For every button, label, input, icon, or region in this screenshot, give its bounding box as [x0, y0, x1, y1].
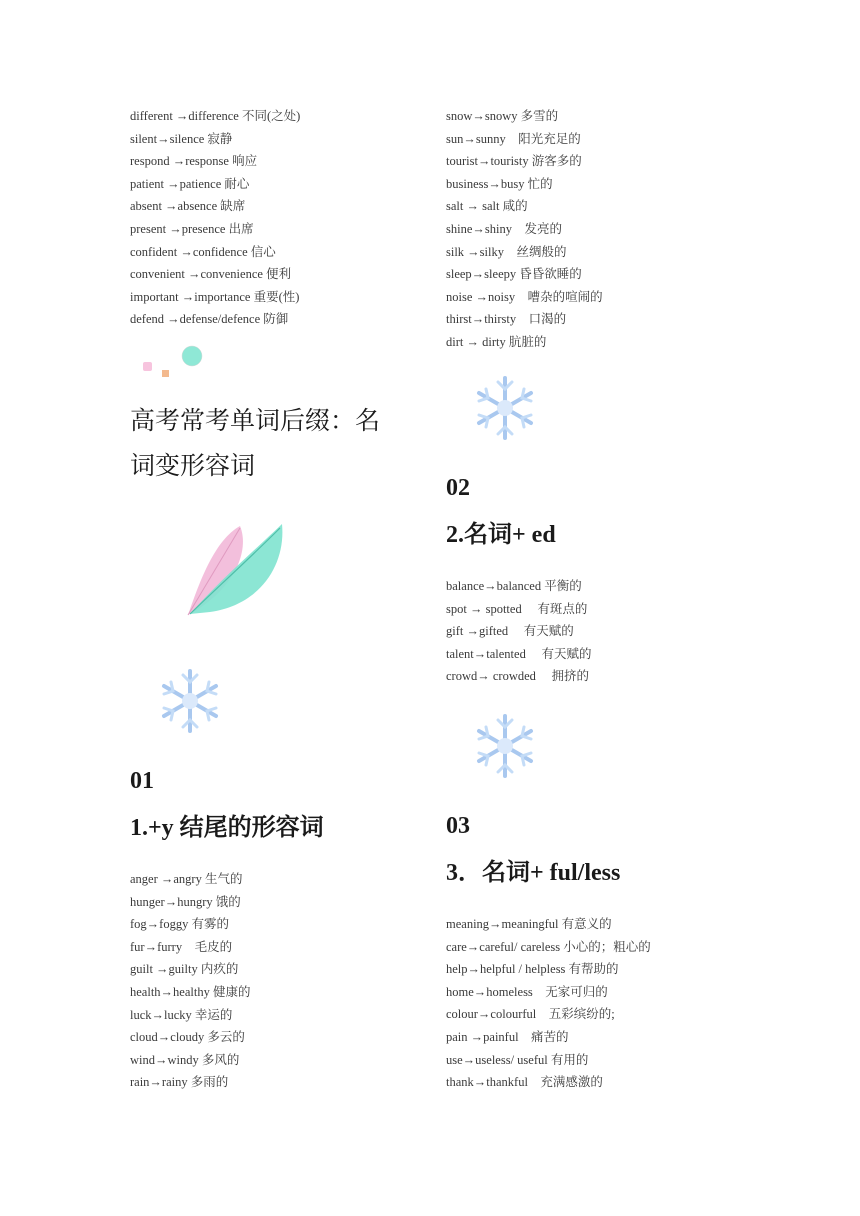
list-item: home→homeless 无家可归的 — [446, 984, 608, 999]
list-item: health→healthy 健康的 — [130, 984, 251, 999]
list-item: dirt → dirty 肮脏的 — [446, 334, 547, 349]
list-item: cloud→cloudy 多云的 — [130, 1030, 245, 1045]
list-item: anger →angry 生气的 — [130, 872, 243, 886]
list-item: colour→colourful 五彩缤纷的; — [446, 1007, 615, 1022]
list-item: gift →gifted 有天赋的 — [446, 624, 574, 639]
list-item: talent→talented 有天赋的 — [446, 646, 592, 661]
list-item: fur→furry 毛皮的 — [130, 939, 233, 954]
list-item: respond →response 响应 — [130, 154, 258, 169]
list-item: salt → salt 咸的 — [446, 199, 528, 214]
list-item: care→careful/ careless 小心的；粗心的 — [446, 939, 651, 954]
list-item: important →importance 重要(性) — [130, 289, 300, 304]
main-title-line1: 高考常考单词后缀：名 — [130, 406, 381, 435]
list-item: fog→foggy 有雾的 — [130, 917, 229, 932]
list-item: guilt →guilty 内疚的 — [130, 962, 239, 977]
snowflake-icon — [473, 712, 537, 780]
list-item: luck→lucky 幸运的 — [130, 1007, 233, 1022]
list-item: patient →patience 耐心 — [130, 176, 250, 191]
list-item: balance→balanced 平衡的 — [446, 579, 582, 593]
right-top-list — [446, 105, 746, 354]
snowflake-icon — [158, 667, 222, 735]
section-number: 03 — [446, 813, 470, 839]
list-item: silk →silky 丝绸般的 — [446, 244, 567, 259]
section-2-list — [446, 575, 746, 688]
list-item: crowd→ crowded 拥挤的 — [446, 669, 590, 684]
list-item: pain →painful 痛苦的 — [446, 1029, 569, 1044]
list-item: defend →defense/defence 防御 — [130, 312, 289, 327]
section-3 — [446, 811, 746, 1094]
list-item: different →difference 不同(之处) — [130, 109, 301, 123]
list-item: convenient →convenience 便利 — [130, 267, 292, 282]
list-item: help→helpful / helpless 有帮助的 — [446, 962, 619, 977]
list-item: rain→rainy 多雨的 — [130, 1075, 229, 1090]
list-item: thank→thankful 充满感激的 — [446, 1075, 603, 1090]
snowflake-icon — [473, 374, 537, 442]
list-item: business→busy 忙的 — [446, 176, 553, 191]
section-2 — [446, 473, 746, 688]
list-item: snow→snowy 多雪的 — [446, 109, 559, 123]
list-item: sleep→sleepy 昏昏欲睡的 — [446, 267, 582, 282]
section-title: 2.名词+ ed — [446, 522, 556, 548]
list-item: thirst→thirsty 口渴的 — [446, 312, 567, 327]
list-item: absent →absence 缺席 — [130, 199, 246, 214]
section-title: 1.+y 结尾的形容词 — [130, 815, 324, 841]
list-item: use→useless/ useful 有用的 — [446, 1052, 589, 1067]
list-item: wind→windy 多风的 — [130, 1052, 240, 1067]
section-title: 3．名词+ ful/less — [446, 860, 621, 886]
leaf-icon — [180, 520, 290, 620]
list-item: meaning→meaningful 有意义的 — [446, 917, 612, 931]
list-item: silent→silence 寂静 — [130, 131, 233, 146]
right-column — [446, 105, 746, 354]
section-1 — [130, 766, 420, 1094]
list-item: hunger→hungry 饿的 — [130, 894, 241, 909]
list-item: shine→shiny 发亮的 — [446, 221, 562, 236]
list-item: present →presence 出席 — [130, 221, 254, 236]
dots-decoration-icon — [138, 342, 208, 382]
section-number: 01 — [130, 768, 154, 794]
section-number: 02 — [446, 475, 470, 501]
section-1-list — [130, 868, 420, 1094]
main-title — [130, 398, 420, 488]
list-item: sun→sunny 阳光充足的 — [446, 131, 581, 146]
section-3-list — [446, 913, 746, 1094]
main-title-line2: 词变形容词 — [130, 451, 256, 480]
list-item: tourist→touristy 游客多的 — [446, 154, 582, 169]
left-column — [130, 105, 410, 331]
left-top-list — [130, 105, 410, 331]
list-item: spot → spotted 有斑点的 — [446, 601, 588, 616]
list-item: confident →confidence 信心 — [130, 244, 276, 259]
list-item: noise →noisy 嘈杂的喧闹的 — [446, 289, 603, 304]
